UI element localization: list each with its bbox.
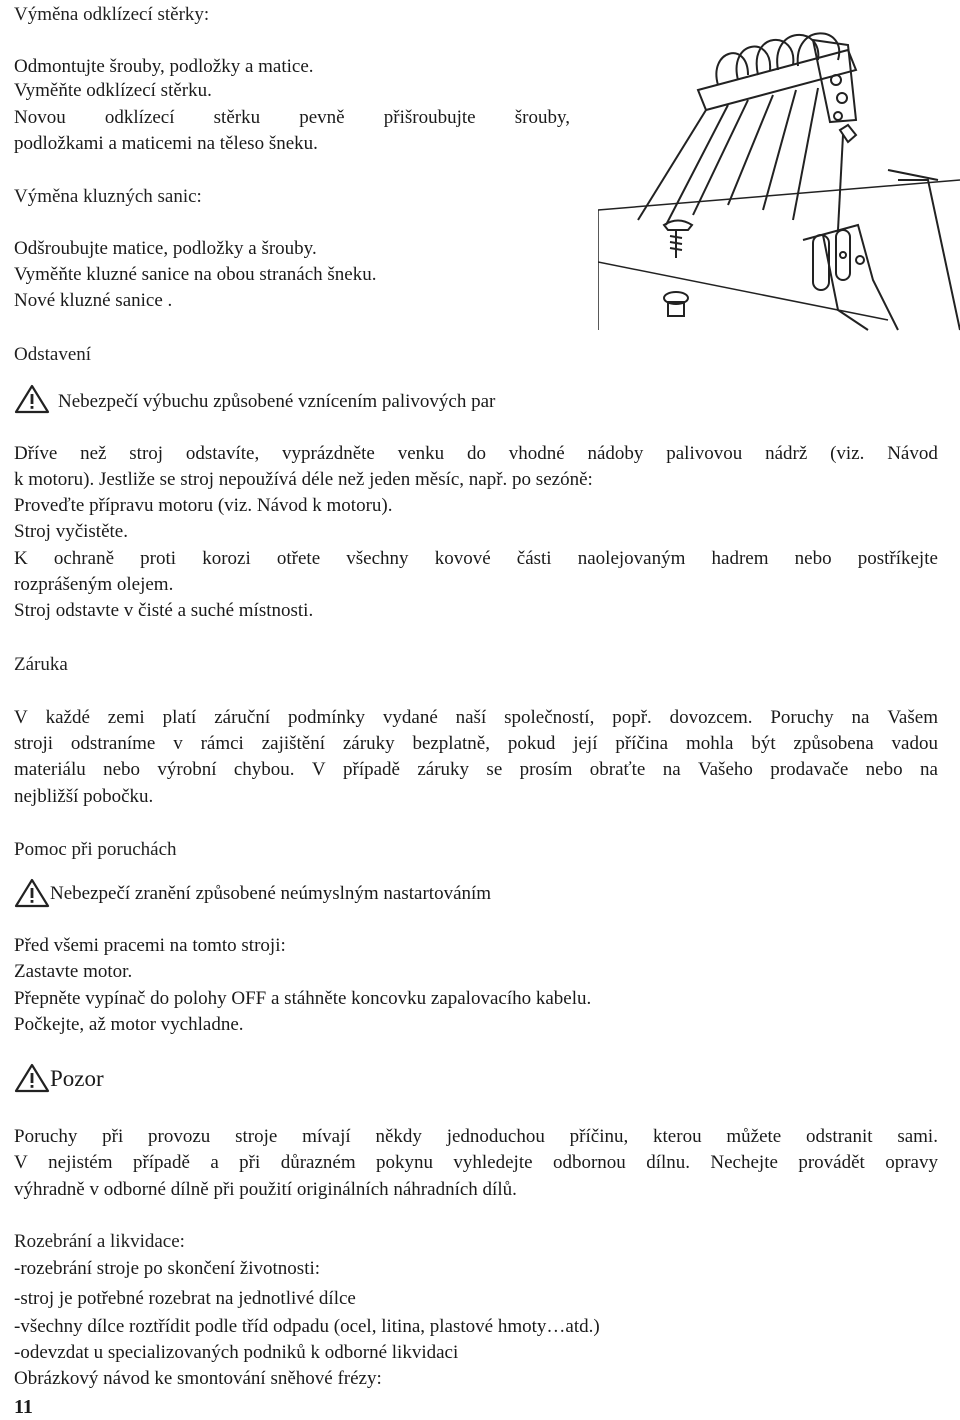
skids-step-2: Vyměňte kluzné sanice na obou stranách šneku.	[14, 264, 377, 285]
warranty-heading: Záruka	[14, 654, 68, 675]
warranty-line-1: V každé zemi platí záruční podmínky vydané naší společností, popř. dovozcem. Poruchy na Vašem	[14, 707, 938, 728]
troubleshooting-line-1: Před všemi pracemi na tomto stroji:	[14, 935, 286, 956]
scraper-step-2: Vyměňte odklízecí stěrku.	[14, 80, 212, 101]
warranty-line-3: materiálu nebo výrobní chybou. V případě záruky se prosím obraťte na Vašeho prodavače nebo na	[14, 759, 938, 780]
caution-line-3: výhradně v odborné dílně při použití originálních náhradních dílů.	[14, 1179, 517, 1200]
troubleshooting-heading: Pomoc při poruchách	[14, 839, 177, 860]
disposal-heading: Rozebrání a likvidace:	[14, 1231, 185, 1252]
scraper-step-3-end: podložkami a maticemi na těleso šneku.	[14, 133, 318, 154]
disposal-line-2: -stroj je potřebné rozebrat na jednotlivé dílce	[14, 1288, 356, 1309]
caution-line-2: V nejistém případě a při důrazném pokynu vyhledejte odbornou dílnu. Nechejte provádět opravy	[14, 1152, 938, 1173]
scraper-step-1: Odmontujte šrouby, podložky a matice.	[14, 56, 314, 77]
storage-para-line-1: Dříve než stroj odstavíte, vyprázdněte venku do vhodné nádoby palivovou nádrž (viz. Návod	[14, 443, 938, 464]
storage-para-line-3: Proveďte přípravu motoru (viz. Návod k motoru).	[14, 495, 393, 516]
scraper-step-3: Novou odklízecí stěrku pevně přišroubujte šrouby,	[14, 107, 570, 128]
caution-line-1: Poruchy při provozu stroje mívají někdy jednoduchou příčinu, kterou můžete odstranit sami.	[14, 1126, 938, 1147]
page-number: 11	[14, 1396, 33, 1418]
scraper-heading: Výměna odklízecí stěrky:	[14, 4, 210, 25]
troubleshooting-line-2: Zastavte motor.	[14, 961, 133, 982]
storage-para-line-7: Stroj odstavte v čisté a suché místnosti.	[14, 600, 314, 621]
troubleshooting-warning-text: Nebezpečí zranění způsobené neúmyslným nastartováním	[50, 883, 492, 904]
storage-para-line-5: K ochraně proti korozi otřete všechny kovové části naolejovaným hadrem nebo postříkejte	[14, 548, 938, 569]
disposal-line-3: -všechny dílce roztřídit podle tříd odpadu (ocel, litina, plastové hmoty…atd.)	[14, 1316, 600, 1337]
storage-para-line-4: Stroj vyčistěte.	[14, 521, 128, 542]
warning-triangle-icon	[14, 878, 50, 908]
skids-step-3: Nové kluzné sanice .	[14, 290, 173, 311]
storage-heading: Odstavení	[14, 344, 92, 365]
troubleshooting-line-3: Přepněte vypínač do polohy OFF a stáhněte koncovku zapalovacího kabelu.	[14, 988, 592, 1009]
scraper-skid-illustration	[598, 30, 960, 332]
caution-heading: Pozor	[50, 1066, 104, 1091]
skids-step-1: Odšroubujte matice, podložky a šrouby.	[14, 238, 317, 259]
disposal-line-4: -odevzdat u specializovaných podniků k odborné likvidaci	[14, 1342, 459, 1363]
storage-warning-text: Nebezpečí výbuchu způsobené vznícením palivových par	[58, 391, 496, 412]
troubleshooting-line-4: Počkejte, až motor vychladne.	[14, 1014, 244, 1035]
warning-triangle-icon	[14, 384, 50, 414]
storage-para-line-2: k motoru). Jestliže se stroj nepoužívá déle než jeden měsíc, např. po sezóně:	[14, 469, 593, 490]
warning-triangle-icon	[14, 1063, 50, 1093]
storage-para-line-6: rozprášeným olejem.	[14, 574, 174, 595]
disposal-line-1: -rozebrání stroje po skončení životnosti:	[14, 1258, 321, 1279]
warranty-line-4: nejbližší pobočku.	[14, 786, 154, 807]
skids-heading: Výměna kluzných sanic:	[14, 186, 202, 207]
warranty-line-2: stroji odstraníme v rámci zajištění záruky bezplatně, pokud její příčina mohla být způsobena vadou	[14, 733, 938, 754]
assembly-guide-caption: Obrázkový návod ke smontování sněhové frézy:	[14, 1368, 382, 1389]
